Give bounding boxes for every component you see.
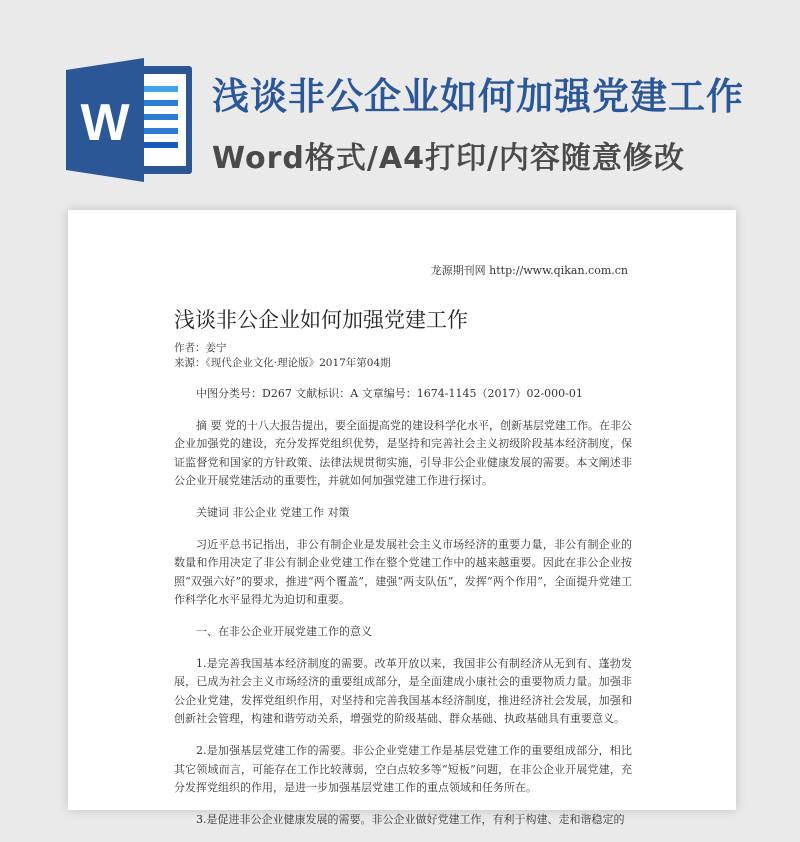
source-line: 来源：《现代企业文化·理论版》2017年第04期 [174, 357, 391, 369]
intro-paragraph: 习近平总书记指出，非公有制企业是发展社会主义市场经济的重要力量，非公有制企业的数量和作用决定了非公有制企业党建工作在整个党建工作中的越来越重要。因此在非公企业按照“双强六好”的要求，推进“两个覆盖”，建强“两支队伍”，发挥“两个作用”，全面提升党建工作科学化水平显得尤为迫切和重要。 [174, 537, 632, 607]
keywords-paragraph: 关键词 非公企业 党建工作 对策 [196, 505, 350, 519]
word-document-icon [66, 56, 196, 184]
body-paragraph: 2.是加强基层党建工作的需要。非公企业党建工作是基层党建工作的重要组成部分，相比其它领域而言，可能存在工作比较薄弱，空白点较多等“短板”问题，在非公企业开展党建，充分发挥党组织的作用，是进一步加强基层党建工作的重点领域和任务所在。 [174, 743, 632, 795]
document-body [174, 385, 632, 842]
abstract-paragraph: 摘 要 党的十八大报告提出，要全面提高党的建设科学化水平，创新基层党建工作。在非公企业加强党的建设，充分发挥党组织优势，是坚持和完善社会主义初级阶段基本经济制度，保证监督党和国家的方针政策、法律法规贯彻实施，引导非公企业健康发展的需要。本文阐述非公企业开展党建活动的重要性，并就如何加强党建工作进行探讨。 [174, 418, 632, 488]
banner [0, 0, 800, 210]
source-website: 龙源期刊网 http://www.qikan.com.cn [430, 264, 628, 277]
banner-subtitle: Word格式/A4打印/内容随意修改 [212, 141, 685, 176]
author-line: 作者：姜宁 [174, 342, 227, 354]
classification-line: 中图分类号：D267 文献标识：A 文章编号：1674-1145（2017）02-000-01 [196, 387, 583, 400]
document-page [68, 210, 736, 826]
body-paragraph: 3.是促进非公企业健康发展的需要。非公企业做好党建工作，有利于构建、走和谐稳定的 [196, 812, 625, 826]
section-heading: 一、在非公企业开展党建工作的意义 [196, 624, 372, 638]
body-paragraph: 1.是完善我国基本经济制度的需要。改革开放以来，我国非公有制经济从无到有、蓬勃发展，已成为社会主义市场经济的重要组成部分，是全面建成小康社会的重要物质力量。加强非公企业党建，发挥党组织作用，对坚持和完善我国基本经济制度，推进经济社会发展，加强和创新社会管理，构建和谐劳动关系，增强党的阶级基础、群众基础、执政基础具有重要意义。 [174, 656, 632, 726]
word-letter: W [80, 94, 130, 152]
document-title: 浅谈非公企业如何加强党建工作 [174, 308, 468, 332]
banner-title: 浅谈非公企业如何加强党建工作 [212, 75, 744, 118]
